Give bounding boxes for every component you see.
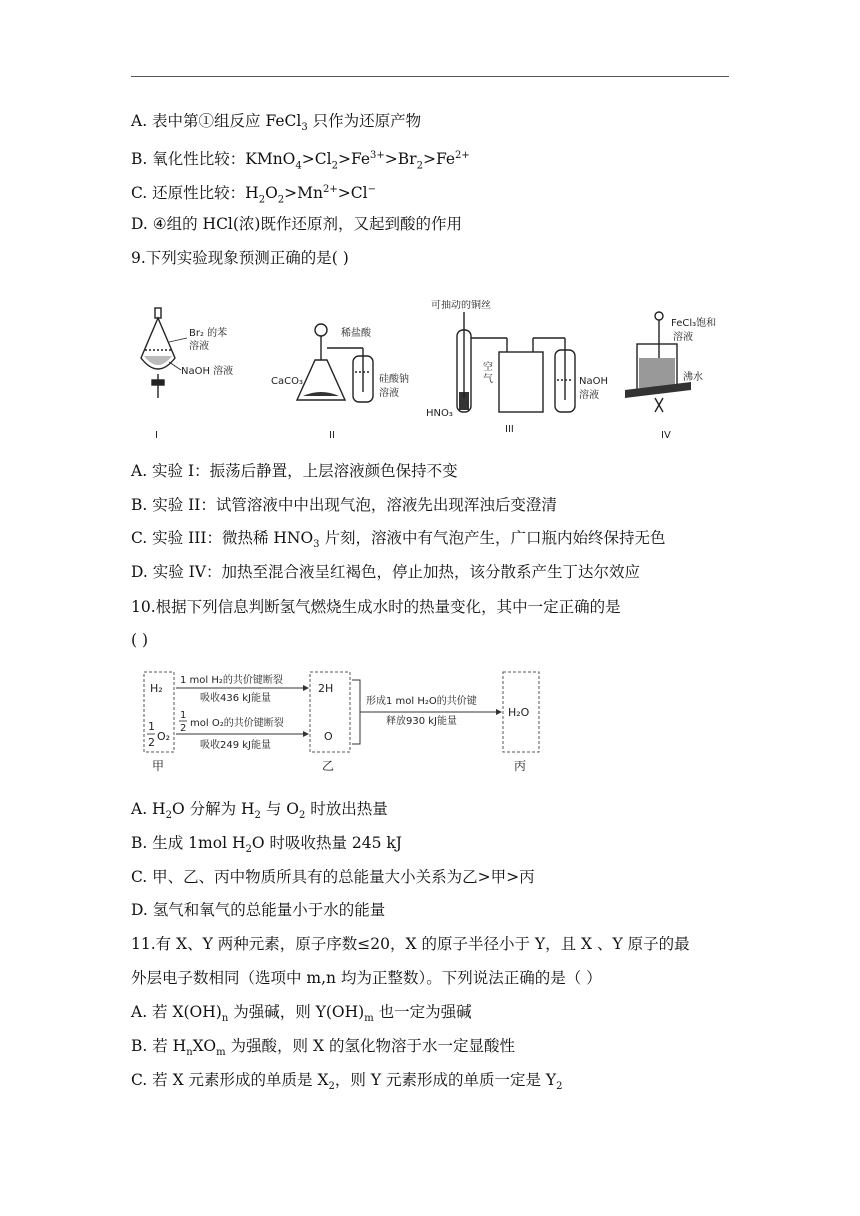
apparatus-i-top-text: Br₂ 的苯 — [189, 328, 228, 339]
diagram-arrow2-top: mol O₂的共价键断裂 — [190, 718, 284, 729]
q9-apparatus-figure — [131, 300, 731, 445]
diagram-arrow1-bottom: 吸收436 kJ能量 — [200, 693, 272, 704]
apparatus-i-bottom-text: NaOH 溶液 — [181, 366, 234, 377]
apparatus-iii-label: III — [505, 424, 514, 435]
diagram-arrow2-den: 2 — [180, 723, 187, 734]
q8-option-c: C. 还原性比较：$H_2O_2>Mn^{2+}>Cl^-$ — [131, 184, 376, 206]
apparatus-iv-label: IV — [661, 430, 671, 441]
apparatus-iii-base1: NaOH — [579, 376, 608, 387]
apparatus-iv-reagent2: 溶液 — [673, 332, 693, 343]
diagram-label-jia: 甲 — [152, 759, 165, 773]
q10-option-d: D. 氢气和氧气的总能量小于水的能量 — [131, 901, 386, 919]
q8-option-b: B. 氧化性比较：$KMnO_4>Cl_2>Fe^{3+}>Br_2>Fe^{2+}$ — [131, 150, 470, 172]
diagram-jia-o2-den: 2 — [148, 736, 155, 749]
apparatus-ii-solid: CaCO₃ — [271, 376, 303, 387]
q11-stem-line1: 11.有 X、Y 两种元素，原子序数≤20，X 的原子半径小于 Y，且 X 、Y 原子的最 — [131, 935, 690, 953]
apparatus-iii-base2: 溶液 — [579, 390, 599, 401]
q9-stem: 9.下列实验现象预测正确的是( ) — [131, 249, 349, 267]
diagram-yi-2h: 2H — [318, 682, 334, 695]
apparatus-iv-reagent1: FeCl₃饱和 — [671, 318, 717, 329]
q9-option-a: A. 实验 I：振荡后静置，上层溶液颜色保持不变 — [131, 462, 458, 480]
q8-option-a: A. 表中第①组反应 FeCl$_3$ 只作为还原产物 — [131, 112, 422, 134]
apparatus-ii-label: II — [329, 430, 335, 441]
apparatus-i-top-text2: 溶液 — [189, 341, 209, 352]
diagram-arrow3-bottom: 释放930 kJ能量 — [386, 716, 458, 727]
diagram-arrow2-num: 1 — [180, 710, 187, 721]
apparatus-ii-liquid1: 硅酸钠 — [379, 374, 409, 385]
apparatus-iii-wire: 可抽动的铜丝 — [431, 300, 491, 311]
q8-option-d: D. ④组的 HCl(浓)既作还原剂，又起到酸的作用 — [131, 215, 462, 233]
apparatus-iii-acid: HNO₃ — [426, 408, 453, 419]
apparatus-iv-water: 沸水 — [683, 372, 703, 383]
diagram-jia-o2-num: 1 — [148, 720, 155, 733]
q10-option-b: B. 生成 1mol $H_2O$ 时吸收热量 245 kJ — [131, 834, 403, 856]
diagram-arrow3-top: 形成1 mol H₂O的共价键 — [366, 696, 477, 707]
diagram-bing-h2o: H₂O — [508, 706, 530, 719]
q10-stem-line1: 10.根据下列信息判断氢气燃烧生成水时的热量变化，其中一定正确的是 — [131, 598, 621, 616]
apparatus-iii-air2: 气 — [483, 374, 493, 385]
q10-energy-diagram — [140, 668, 580, 776]
diagram-yi-o: O — [324, 730, 333, 743]
diagram-arrow1-top: 1 mol H₂的共价键断裂 — [180, 675, 283, 686]
q10-stem-line2: ( ) — [131, 631, 149, 649]
header-rule — [131, 76, 729, 77]
apparatus-i-label: I — [155, 430, 158, 441]
diagram-label-yi: 乙 — [322, 759, 335, 773]
apparatus-ii-acid: 稀盐酸 — [341, 328, 371, 339]
apparatus-iii — [457, 312, 575, 412]
diagram-label-bing: 丙 — [514, 759, 527, 773]
diagram-arrow2-bottom: 吸收249 kJ能量 — [200, 740, 272, 751]
diagram-jia-h2: H₂ — [150, 682, 163, 695]
q10-option-c: C. 甲、乙、丙中物质所具有的总能量大小关系为乙>甲>丙 — [131, 868, 535, 886]
apparatus-ii-liquid2: 溶液 — [379, 388, 399, 399]
q11-stem-line2: 外层电子数相同（选项中 m,n 均为正整数）。下列说法正确的是（ ） — [131, 969, 602, 987]
q11-option-c: C. 若 X 元素形成的单质是 $X_2$，则 Y 元素形成的单质一定是 $Y_2$ — [131, 1071, 563, 1093]
q9-option-b: B. 实验 II：试管溶液中中出现气泡，溶液先出现浑浊后变澄清 — [131, 496, 557, 514]
q11-option-a: A. 若 $X(OH)_n$ 为强碱，则 $Y(OH)_m$ 也一定为强碱 — [131, 1003, 472, 1025]
diagram-jia-o2: O₂ — [157, 730, 171, 743]
q9-option-d: D. 实验 IV：加热至混合液呈红褐色，停止加热，该分散系产生丁达尔效应 — [131, 563, 640, 581]
apparatus-i — [141, 308, 187, 398]
apparatus-iii-air1: 空 — [483, 362, 493, 373]
q9-option-c: C. 实验 III：微热稀 $HNO_3$ 片刻，溶液中有气泡产生，广口瓶内始终保持无色 — [131, 529, 666, 551]
q11-option-b: B. 若 $H_nXO_m$ 为强酸，则 X 的氢化物溶于水一定显酸性 — [131, 1037, 515, 1059]
q10-option-a: A. $H_2O$ 分解为 $H_2$ 与 $O_2$ 时放出热量 — [131, 800, 388, 822]
